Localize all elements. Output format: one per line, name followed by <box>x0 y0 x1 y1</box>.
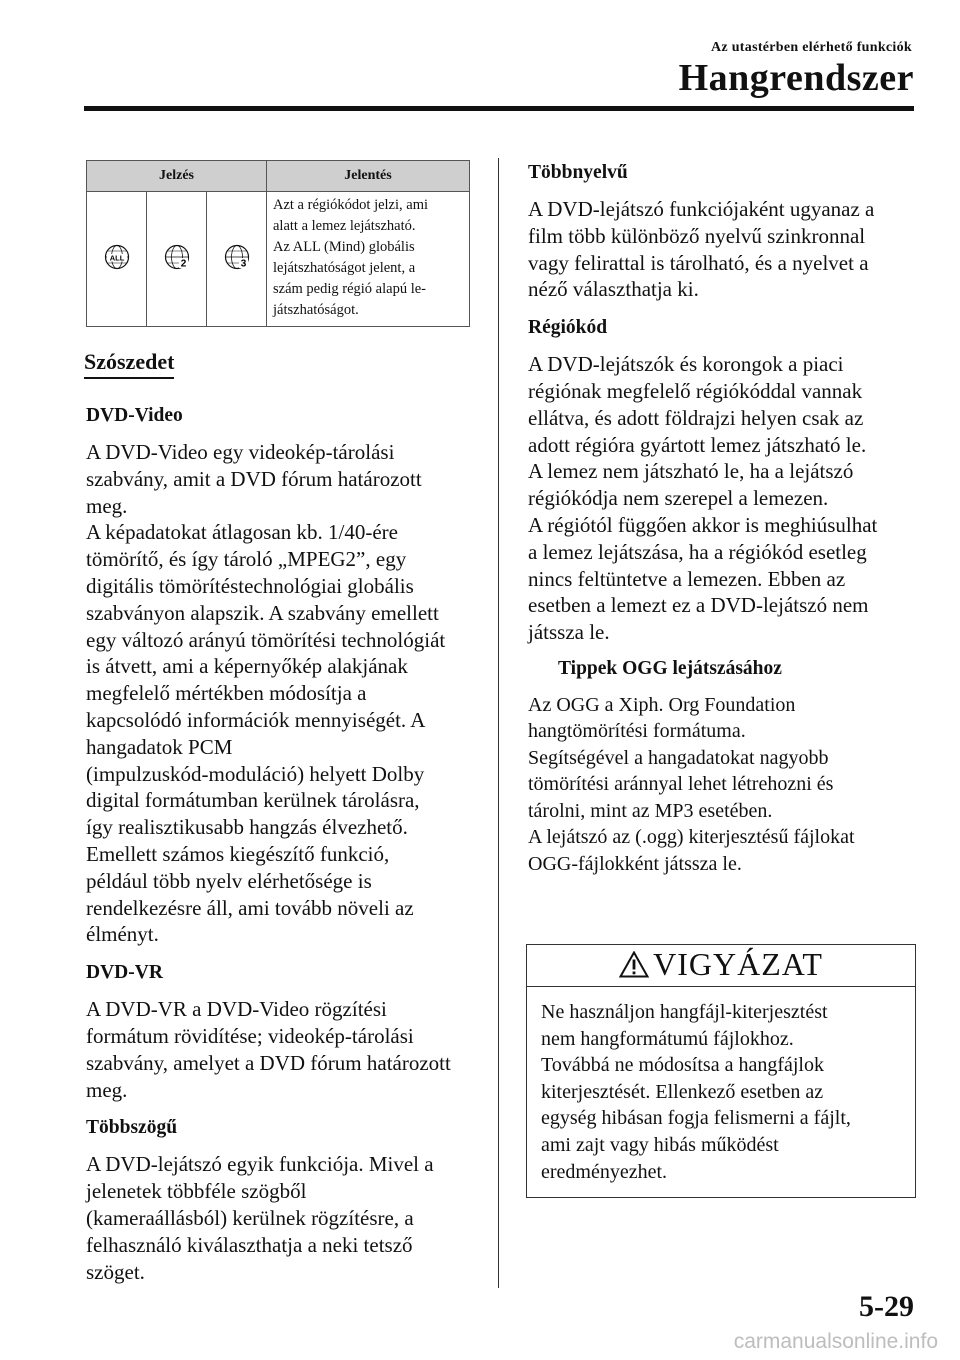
chapter-subtitle: Az utastérben elérhető funkciók <box>711 40 912 55</box>
dvd-video-text <box>86 439 470 948</box>
region-symbol-table <box>86 160 470 327</box>
ogg-tips-heading: Tippek OGG lejátszásához <box>558 657 782 679</box>
desc-line: alatt a lemez lejátszható. <box>273 218 416 234</box>
text-line: kapcsolódó információk mennyiségét. A <box>86 707 426 732</box>
text-line: játssza le. <box>528 620 610 645</box>
text-line: A lemez nem játszható le, ha a lejátszó <box>528 459 854 484</box>
left-column <box>86 160 470 1285</box>
region-all-disc-icon <box>104 244 130 270</box>
text-line: A DVD-Video egy videokép-tárolási <box>86 440 395 464</box>
text-line: A DVD-VR a DVD-Video rögzítési <box>86 997 387 1022</box>
column-divider <box>498 158 499 1288</box>
text-line: OGG-fájlokként játssza le. <box>528 852 742 875</box>
warning-triangle-icon <box>619 951 649 978</box>
text-line: élményt. <box>86 922 159 947</box>
text-line: A képadatokat átlagosan kb. 1/40-ére <box>86 520 398 545</box>
text-line: eredményezhet. <box>541 1160 668 1183</box>
text-line: szöget. <box>86 1259 145 1284</box>
text-line: így realisztikusabb hangzás élvezhető. <box>86 815 408 840</box>
desc-line: Az ALL (Mind) globális <box>273 239 415 255</box>
region-2-label: 2 <box>180 258 186 269</box>
desc-line: szám pedig régió alapú le- <box>273 281 426 297</box>
text-line: Ne használjon hangfájl-kiterjesztést <box>541 1001 828 1023</box>
text-line: szabvány, amelyet a DVD fórum határozott <box>86 1050 451 1075</box>
text-line: (kameraállásból) kerülnek rögzítésre, a <box>86 1205 414 1230</box>
watermark: carmanualsonline.info <box>733 1330 938 1353</box>
region-all-label: ALL <box>109 253 124 262</box>
caution-box <box>526 944 916 1198</box>
text-line: a lemez lejátszása, ha a régiókód esetleg <box>528 539 867 564</box>
desc-line: játszhatóságot. <box>273 302 359 318</box>
multi-angle-heading: Többszögű <box>86 1117 178 1139</box>
text-line: megfelelő mértékben módosítja a <box>86 681 367 706</box>
text-line: Az OGG a Xiph. Org Foundation <box>528 693 796 716</box>
page-title: Hangrendszer <box>678 57 914 99</box>
text-line: felhasználó kiválaszthatja a neki tetsző <box>86 1232 413 1257</box>
dvd-vr-text <box>86 996 470 1103</box>
region-3-label: 3 <box>240 258 246 269</box>
dvd-vr-heading: DVD-VR <box>86 962 163 984</box>
text-line: esetben a lemezt ez a DVD-lejátszó nem <box>528 593 869 618</box>
text-line: nincs feltüntetve a lemezen. Ebben az <box>528 566 846 591</box>
icon-cell <box>207 192 267 327</box>
text-line: digitális tömörítéstechnológiai globális <box>86 573 414 598</box>
text-line: formátum rövidítése; videokép-tárolási <box>86 1023 414 1048</box>
text-line: egy változó arányú tömörítési technológiát <box>86 627 446 652</box>
region-3-disc-icon <box>224 244 250 270</box>
text-line: tömörítési aránnyal lehet létrehozni és <box>528 773 834 796</box>
text-line: A DVD-lejátszó funkciójaként ugyanaz a <box>528 197 875 221</box>
caution-title: VIGYÁZAT <box>653 946 823 982</box>
text-line: Továbbá ne módosítsa a hangfájlok <box>541 1054 824 1077</box>
multi-language-text <box>528 196 914 303</box>
text-line: adott régióra gyártott lemez játszható le. <box>528 432 867 457</box>
text-line: tárolni, mint az MP3 esetében. <box>528 799 773 822</box>
desc-line: Azt a régiókódot jelzi, ami <box>273 197 429 213</box>
text-line: A DVD-lejátszó egyik funkciója. Mivel a <box>86 1152 434 1177</box>
text-line: hangtömörítési formátuma. <box>528 720 746 743</box>
caution-header <box>527 945 915 987</box>
text-line: egység hibásan fogja felismerni a fájlt, <box>541 1107 851 1130</box>
text-line: digital formátumban kerülnek tárolásra, <box>86 788 420 813</box>
text-line: néző választhatja ki. <box>528 277 699 302</box>
multi-angle-text <box>86 1151 470 1285</box>
text-line: ami zajt vagy hibás működést <box>541 1133 779 1156</box>
text-line: jelenetek többféle szögből <box>86 1179 307 1204</box>
text-line: régiónak megfelelő régiókóddal vannak <box>528 378 863 403</box>
region-code-text <box>528 351 914 646</box>
text-line: vagy felirattal is tárolható, és a nyelvet a <box>528 250 869 275</box>
multi-language-heading: Többnyelvű <box>528 162 628 183</box>
table-description <box>267 192 470 327</box>
text-line: meg. <box>86 493 128 518</box>
text-line: ellátva, és adott földrajzi helyen csak az <box>528 405 864 430</box>
table-header-symbol: Jelzés <box>87 161 267 192</box>
text-line: meg. <box>86 1077 128 1102</box>
text-line: szabvány, amit a DVD fórum határozott <box>86 466 422 491</box>
icon-cell <box>147 192 207 327</box>
glossary-heading: Szószedet <box>84 349 174 379</box>
text-line: A lejátszó az (.ogg) kiterjesztésű fájlokat <box>528 826 855 849</box>
region-code-heading: Régiókód <box>528 317 608 339</box>
text-line: régiókódja nem szerepel a lemezen. <box>528 486 829 511</box>
dvd-video-heading: DVD-Video <box>86 405 183 426</box>
text-line: film több különböző nyelvű szinkronnal <box>528 223 866 248</box>
ogg-tips-text <box>528 692 914 878</box>
icon-cell <box>87 192 147 327</box>
text-line: (impulzuskód-moduláció) helyett Dolby <box>86 761 425 786</box>
text-line: is átvett, ami a képernyőkép alakjának <box>86 654 408 679</box>
text-line: A DVD-lejátszók és korongok a piaci <box>528 352 844 377</box>
header-rule <box>84 106 914 111</box>
text-line: A régiótól függően akkor is meghiúsulhat <box>528 512 878 537</box>
text-line: hangadatok PCM <box>86 734 233 759</box>
table-header-meaning: Jelentés <box>267 161 470 192</box>
page-number: 5-29 <box>859 1290 914 1323</box>
text-line: szabványon alapszik. A szabvány emellett <box>86 600 439 625</box>
region-2-disc-icon <box>164 244 190 270</box>
text-line: rendelkezésre áll, ami tovább növeli az <box>86 895 414 920</box>
text-line: tömörítő, és így tároló „MPEG2”, egy <box>86 547 407 572</box>
caution-text <box>527 987 915 1185</box>
desc-line: lejátszhatóságot jelent, a <box>273 260 416 276</box>
text-line: például több nyelv elérhetősége is <box>86 868 372 893</box>
right-column <box>528 160 914 877</box>
text-line: Segítségével a hangadatokat nagyobb <box>528 746 829 769</box>
text-line: kiterjesztését. Ellenkező esetben az <box>541 1080 824 1103</box>
text-line: Emellett számos kiegészítő funkció, <box>86 841 390 866</box>
text-line: nem hangformátumú fájlokhoz. <box>541 1027 794 1050</box>
